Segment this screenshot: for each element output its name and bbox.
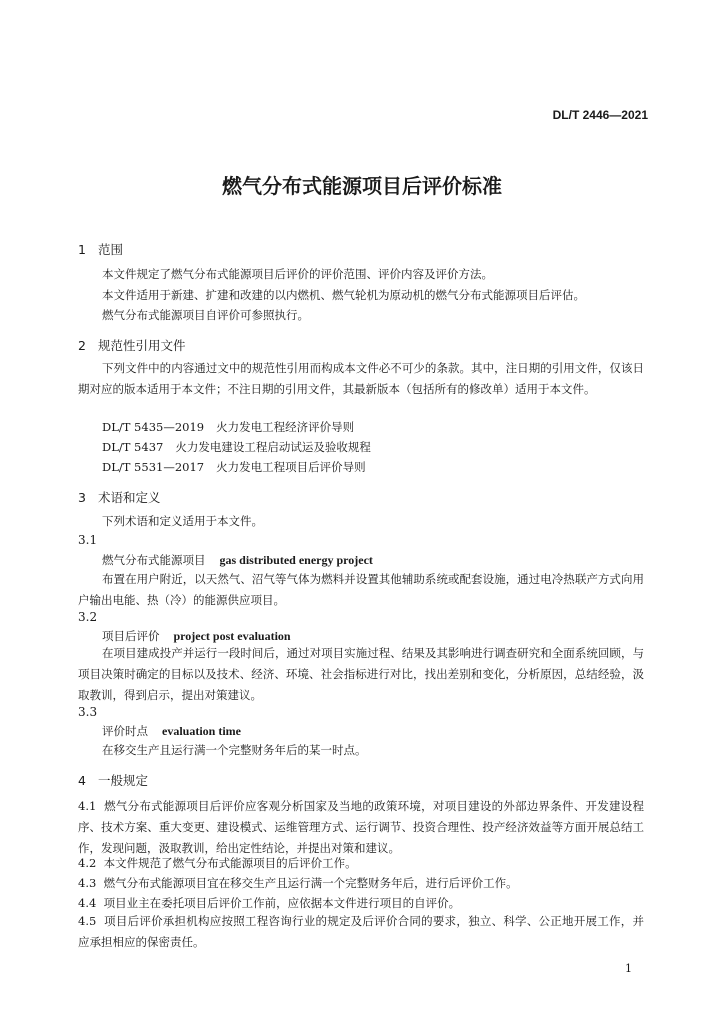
reference-item <box>102 439 371 455</box>
document-title: 燃气分布式能源项目后评价标准 <box>222 174 502 198</box>
clause-number: 4.1 <box>78 799 97 813</box>
section-number: 4 <box>78 773 86 788</box>
term-zh: 评价时点 <box>102 724 148 738</box>
paragraph: 本文件适用于新建、扩建和改建的以内燃机、燃气轮机为原动机的燃气分布式能源项目后评估。 <box>102 288 585 302</box>
section-title: 范围 <box>98 242 124 257</box>
clause <box>78 911 644 953</box>
clause-number: 4.2 <box>78 856 97 870</box>
term-en: project post evaluation <box>173 629 291 643</box>
term-heading <box>102 628 291 644</box>
term-en: evaluation time <box>162 724 241 738</box>
reference-code: DL/T 5435—2019 <box>102 420 205 434</box>
page-number: 1 <box>625 962 632 975</box>
reference-item <box>102 419 354 435</box>
clause <box>78 895 460 911</box>
term-definition: 在项目建成投产并运行一段时间后，通过对项目实施过程、结果及其影响进行调查研究和全面系统回顾，与项目决策时确定的目标以及技术、经济、环境、社会指标进行对比，找出差别和变化，分析原因，总结经验，汲取教训，得到启示，提出对策建议。 <box>78 646 644 702</box>
paragraph: 燃气分布式能源项目自评价可参照执行。 <box>102 308 309 322</box>
term-heading <box>102 552 373 568</box>
section-title: 规范性引用文件 <box>98 338 186 353</box>
clause-text: 项目后评价承担机构应按照工程咨询行业的规定及后评价合同的要求，独立、科学、公正地开展工作，并应承担相应的保密责任。 <box>78 914 644 949</box>
clause-number: 4.3 <box>78 876 97 890</box>
clause <box>78 796 644 859</box>
clause <box>78 875 518 891</box>
clause-text: 本文件规范了燃气分布式能源项目的后评价工作。 <box>103 856 357 870</box>
term-number: 3.1 <box>78 533 98 547</box>
reference-name: 火力发电工程项目后评价导则 <box>216 460 366 474</box>
standard-code: DL/T 2446—2021 <box>552 108 648 122</box>
section-number: 2 <box>78 338 86 353</box>
term-definition: 布置在用户附近，以天然气、沼气等气体为燃料并设置其他辅助系统或配套设施，通过电冷热联产方式向用户输出电能、热（冷）的能源供应项目。 <box>78 572 644 607</box>
reference-code: DL/T 5437 <box>102 440 164 454</box>
reference-code: DL/T 5531—2017 <box>102 460 205 474</box>
term-zh: 项目后评价 <box>102 629 160 643</box>
section-title: 一般规定 <box>98 773 149 788</box>
clause-number: 4.4 <box>78 896 97 910</box>
clause-text: 燃气分布式能源项目宜在移交生产且运行满一个完整财务年后，进行后评价工作。 <box>103 876 518 890</box>
paragraph: 本文件规定了燃气分布式能源项目后评价的评价范围、评价内容及评价方法。 <box>102 267 493 281</box>
term-en: gas distributed energy project <box>219 553 373 567</box>
clause-text: 项目业主在委托项目后评价工作前，应依据本文件进行项目的自评价。 <box>103 896 461 910</box>
reference-name: 火力发电建设工程启动试运及验收规程 <box>175 440 371 454</box>
clause-text: 燃气分布式能源项目后评价应客观分析国家及当地的政策环境，对项目建设的外部边界条件、开发建设程序、技术方案、重大变更、建设模式、运维管理方式、运行调节、投资合理性、投产经济效益等方面开展总结工作，发现问题，汲取教训，给出定性结论，并提出对策和建议。 <box>78 799 644 855</box>
term-heading <box>102 723 241 739</box>
paragraph: 下列术语和定义适用于本文件。 <box>102 514 263 528</box>
section-number: 3 <box>78 490 86 505</box>
section-1-heading <box>78 240 123 258</box>
reference-item <box>102 459 366 475</box>
paragraph: 下列文件中的内容通过文中的规范性引用而构成本文件必不可少的条款。其中，注日期的引用文件，仅该日期对应的版本适用于本文件；不注日期的引用文件，其最新版本（包括所有的修改单）适用于本文件。 <box>78 361 644 396</box>
clause <box>78 855 357 871</box>
term-number: 3.3 <box>78 705 98 719</box>
section-2-heading <box>78 336 186 354</box>
section-3-heading <box>78 488 161 506</box>
reference-name: 火力发电工程经济评价导则 <box>216 420 355 434</box>
section-4-heading <box>78 771 148 789</box>
section-title: 术语和定义 <box>98 490 161 505</box>
term-definition: 在移交生产且运行满一个完整财务年后的某一时点。 <box>102 743 367 757</box>
term-number: 3.2 <box>78 610 98 624</box>
term-zh: 燃气分布式能源项目 <box>102 553 206 567</box>
section-number: 1 <box>78 242 86 257</box>
clause-number: 4.5 <box>78 914 97 928</box>
